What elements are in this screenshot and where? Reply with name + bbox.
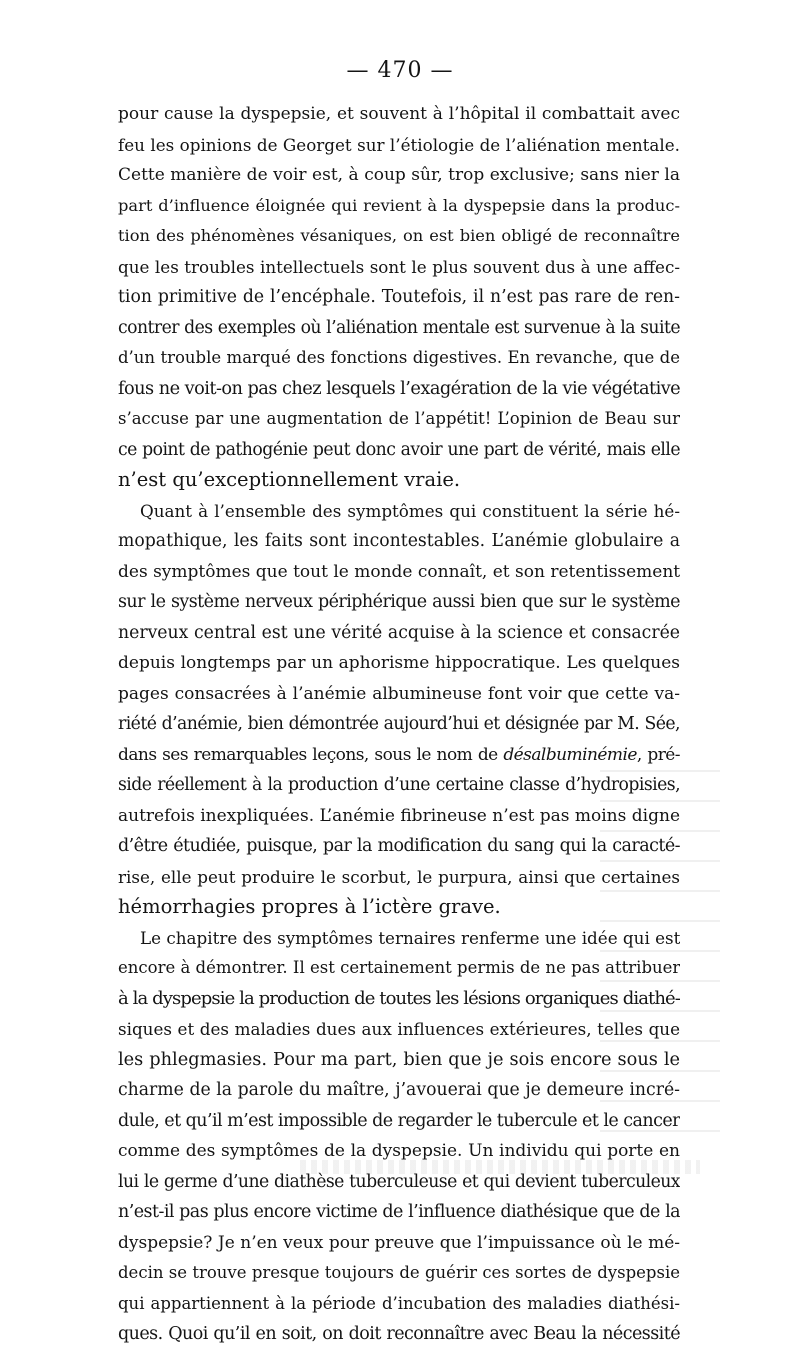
text-line: d’un trouble marqué des fonctions digestives. En revanche, que de (118, 348, 680, 367)
text-line-with-italic (118, 740, 680, 771)
text-line: lui le germe d’une diathèse tuberculeuse et qui devient tuberculeux (118, 1171, 680, 1192)
text-line: des symptômes que tout le monde connaît, et son retentissement (118, 561, 680, 582)
text-line: pages consacrées à l’anémie albumineuse font voir que cette va- (118, 683, 680, 704)
text-line: dyspepsie? Je n’en veux pour preuve que l’impuissance où le mé- (118, 1232, 680, 1253)
text-line: dule, et qu’il m’est impossible de regarder le tubercule et le cancer (118, 1110, 680, 1131)
text-line: autrefois inexpliquées. L’anémie fibrineuse n’est pas moins digne (118, 805, 680, 826)
text-line: riété d’anémie, bien démontrée aujourd’hui et désignée par M. Sée, (118, 714, 680, 734)
text-line: siques et des maladies dues aux influences extérieures, telles que (118, 1019, 680, 1039)
text-line: Cette manière de voir est, à coup sûr, trop exclusive; sans nier la (118, 165, 680, 185)
text-line: mopathique, les faits sont incontestables. L’anémie globulaire a (118, 531, 680, 551)
text-line-head: dans ses remarquables leçons, sous le nom de (118, 744, 504, 765)
show-through-texture (600, 770, 720, 1150)
paragraph-start-line: Quant à l’ensemble des symptômes qui constituent la série hé- (140, 500, 680, 521)
text-line: rise, elle peut produire le scorbut, le purpura, ainsi que certaines (118, 866, 680, 887)
text-line: depuis longtemps par un aphorisme hippocratique. Les quelques (118, 653, 680, 673)
text-line: les phlegmasies. Pour ma part, bien que je sois encore sous le (118, 1049, 680, 1070)
text-line: charme de la parole du maître, j’avouerai que je demeure incré- (118, 1080, 680, 1100)
italic-term: désalbuminémie (503, 744, 637, 765)
text-line: n’est qu’exceptionnellement vraie. (118, 468, 461, 491)
text-line: tion des phénomènes vésaniques, on est bien obligé de reconnaître (118, 226, 680, 245)
text-line: tion primitive de l’encéphale. Toutefois, il n’est pas rare de ren- (118, 287, 680, 307)
text-line: nerveux central est une vérité acquise à la science et consacrée (118, 622, 680, 643)
text-line: pour cause la dyspepsie, et souvent à l’hôpital il combattait avec (118, 104, 680, 124)
text-line: part d’influence éloignée qui revient à la dyspepsie dans la produc- (118, 195, 680, 215)
text-line: qui appartiennent à la période d’incubation des maladies diathési- (118, 1293, 680, 1313)
text-line: ques. Quoi qu’il en soit, on doit reconnaître avec Beau la nécessité (118, 1324, 680, 1344)
text-line-tail: , pré- (636, 744, 680, 765)
text-line: encore à démontrer. Il est certainement permis de ne pas attribuer (118, 958, 680, 977)
text-line: à la dyspepsie la production de toutes les lésions organiques diathé- (118, 987, 680, 1009)
text-line: sur le système nerveux périphérique aussi bien que sur le système (118, 592, 680, 612)
text-line: comme des symptômes de la dyspepsie. Un individu qui porte en (118, 1141, 680, 1161)
paragraph-start-line: Le chapitre des symptômes ternaires renferme une idée qui est (140, 927, 680, 948)
page-number: — 470 — (346, 58, 454, 83)
text-line: d’être étudiée, puisque, par la modification du sang qui la caracté- (118, 836, 680, 856)
text-line: feu les opinions de Georget sur l’étiologie de l’aliénation mentale. (118, 134, 680, 155)
text-line: decin se trouve presque toujours de guérir ces sortes de dyspepsie (118, 1263, 680, 1282)
text-line: que les troubles intellectuels sont le plus souvent dus à une affec- (118, 256, 680, 277)
text-line: n’est-il pas plus encore victime de l’influence diathésique que de la (118, 1202, 680, 1222)
show-through-texture (300, 1160, 700, 1174)
text-line: ce point de pathogénie peut donc avoir une part de vérité, mais elle (118, 439, 680, 460)
text-line: side réellement à la production d’une certaine classe d’hydropisies, (118, 775, 680, 795)
text-line: contrer des exemples où l’aliénation mentale est survenue à la suite (118, 317, 680, 338)
text-line: hémorrhagies propres à l’ictère grave. (118, 895, 501, 918)
text-line: fous ne voit-on pas chez lesquels l’exagération de la vie végétative (118, 378, 680, 399)
text-line: s’accuse par une augmentation de l’appétit! L’opinion de Beau sur (118, 409, 680, 428)
